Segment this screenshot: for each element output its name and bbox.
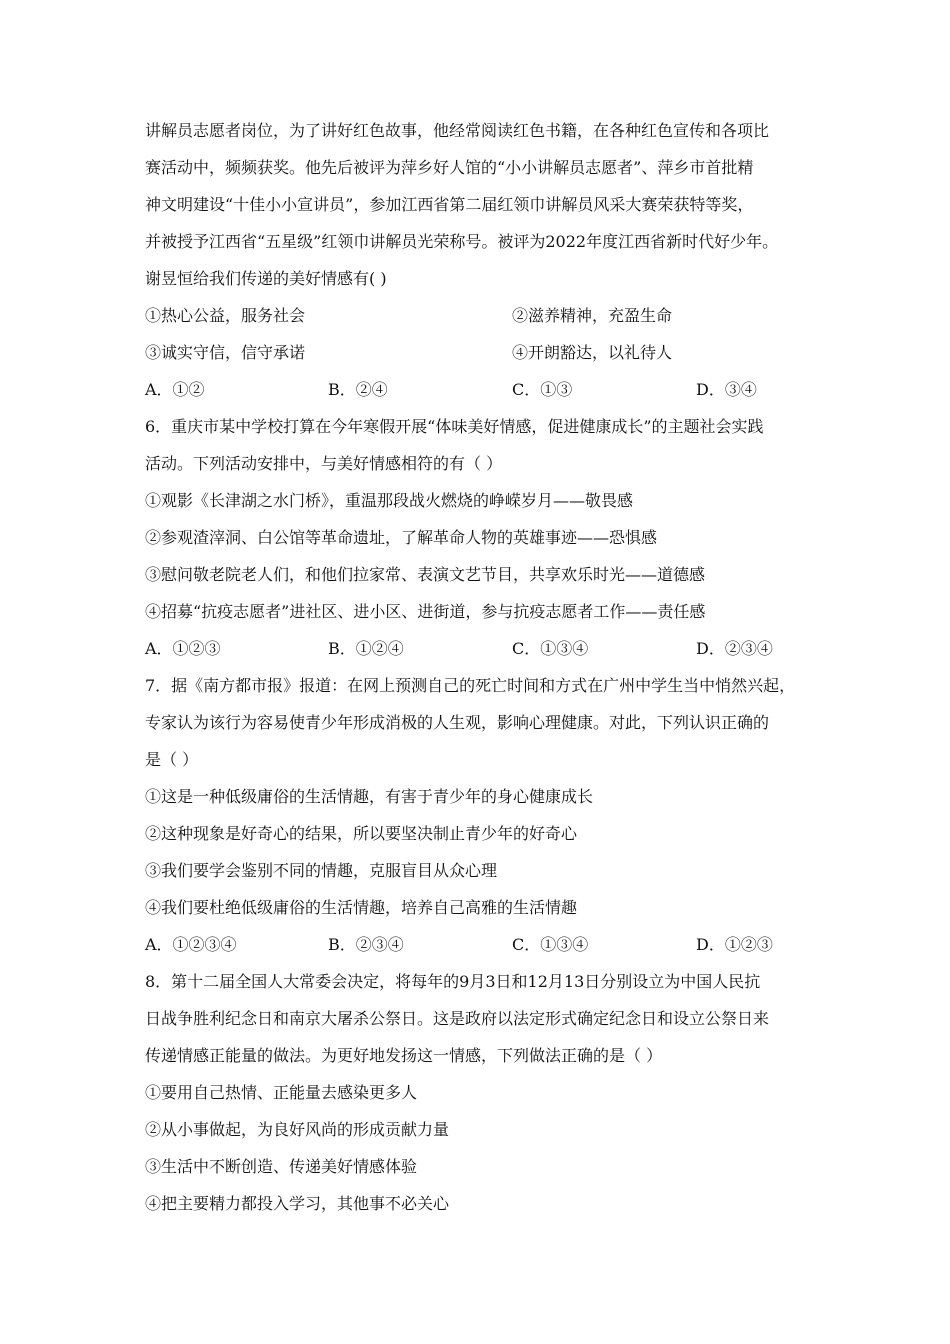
q6-statement-2: ②参观渣滓洞、白公馆等革命遗址，了解革命人物的英雄事迹——恐惧感 [145,528,658,547]
q7-statement-3: ③我们要学会鉴别不同的情趣，克服盲目从众心理 [145,861,498,880]
q8-line-1: 8．第十二届全国人大常委会决定，将每年的9月3日和12月13日分别设立为中国人民抗 [145,972,761,991]
q6-statement-4: ④招募“抗疫志愿者”进社区、进小区、进街道，参与抗疫志愿者工作——责任感 [145,602,706,621]
q5-statement-2: ②滋养精神，充盈生命 [512,306,673,325]
q5-line-3: 神文明建设“十佳小小宣讲员”，参加江西省第二届红领巾讲解员风采大赛荣获特等奖， [145,195,754,214]
q5-line-4: 并被授予江西省“五星级”红领巾讲解员光荣称号。被评为2022年度江西省新时代好少年。 [145,232,779,251]
q6-line-1: 6．重庆市某中学校打算在今年寒假开展“体味美好情感，促进健康成长”的主题社会实践 [145,417,764,436]
q7-statement-2: ②这种现象是好奇心的结果，所以要坚决制止青少年的好奇心 [145,824,578,843]
q5-statement-1: ①热心公益，服务社会 [145,306,306,325]
q5-statement-4: ④开朗豁达，以礼待人 [512,343,673,362]
q5-choice-d: D．③④ [696,380,757,399]
q5-line-1: 讲解员志愿者岗位，为了讲好红色故事，他经常阅读红色书籍，在各种红色宣传和各项比 [145,121,770,140]
q5-choice-a: A．①② [145,380,205,399]
q8-line-3: 传递情感正能量的做法。为更好地发扬这一情感，下列做法正确的是（ ） [145,1046,663,1065]
q8-statement-2: ②从小事做起，为良好风尚的形成贡献力量 [145,1120,450,1139]
q8-line-2: 日战争胜利纪念日和南京大屠杀公祭日。这是政府以法定形式确定纪念日和设立公祭日来 [145,1009,770,1028]
q7-statement-4: ④我们要杜绝低级庸俗的生活情趣，培养自己高雅的生活情趣 [145,898,578,917]
q5-question-stem: 谢昱恒给我们传递的美好情感有( ) [145,269,387,288]
q5-choice-c: C．①③ [512,380,573,399]
q7-line-3: 是（ ） [145,750,199,769]
q7-choice-c: C．①③④ [512,935,589,954]
q6-choice-c: C．①③④ [512,639,589,658]
q5-choice-b: B．②④ [328,380,388,399]
q7-choice-b: B．②③④ [328,935,404,954]
q7-choice-a: A．①②③④ [145,935,237,954]
q7-statement-1: ①这是一种低级庸俗的生活情趣，有害于青少年的身心健康成长 [145,787,594,806]
q8-statement-1: ①要用自己热情、正能量去感染更多人 [145,1083,418,1102]
q6-choice-d: D．②③④ [696,639,773,658]
q7-line-1: 7．据《南方都市报》报道：在网上预测自己的死亡时间和方式在广州中学生当中悄然兴起， [145,676,796,695]
q6-line-2: 活动。下列活动安排中，与美好情感相符的有（ ） [145,454,503,473]
q6-choice-a: A．①②③ [145,639,221,658]
q8-statement-4: ④把主要精力都投入学习，其他事不必关心 [145,1194,450,1213]
q5-statement-3: ③诚实守信，信守承诺 [145,343,306,362]
q8-statement-3: ③生活中不断创造、传递美好情感体验 [145,1157,418,1176]
q6-choice-b: B．①②④ [328,639,404,658]
q7-choice-d: D．①②③ [696,935,773,954]
q7-line-2: 专家认为该行为容易使青少年形成消极的人生观，影响心理健康。对此，下列认识正确的 [145,713,770,732]
q6-statement-3: ③慰问敬老院老人们，和他们拉家常、表演文艺节目，共享欢乐时光——道德感 [145,565,706,584]
q5-line-2: 赛活动中，频频获奖。他先后被评为萍乡好人馆的“小小讲解员志愿者”、萍乡市首批精 [145,158,754,177]
q6-statement-1: ①观影《长津湖之水门桥》，重温那段战火燃烧的峥嵘岁月——敬畏感 [145,491,634,510]
